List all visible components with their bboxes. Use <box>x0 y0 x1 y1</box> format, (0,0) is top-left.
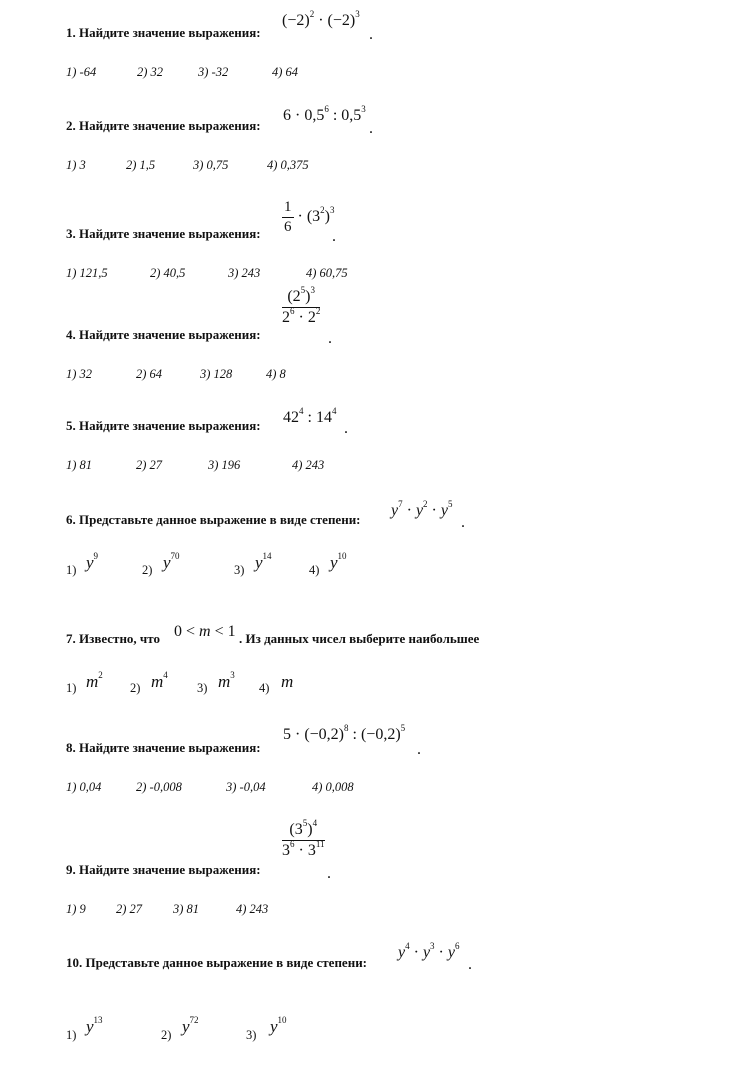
question-2-text: 2. Найдите значение выражения: <box>66 118 261 133</box>
question-9-text: 9. Найдите значение выражения: <box>66 862 261 877</box>
q5-answer-1[interactable]: 1) 81 <box>66 458 93 472</box>
question-5-text: 5. Найдите значение выражения: <box>66 418 261 433</box>
q1-answer-3[interactable]: 3) -32 <box>198 65 229 79</box>
question-7-condition: 0 < m < 1 <box>174 623 236 640</box>
period: . <box>327 865 331 882</box>
q2-answer-3[interactable]: 3) 0,75 <box>193 158 229 172</box>
q3-answer-2[interactable]: 2) 40,5 <box>150 266 186 280</box>
period: . <box>332 228 336 245</box>
q10-answer-1-value[interactable]: $y^{13}$ <box>86 1015 103 1036</box>
q7-answer-4-value[interactable]: m <box>281 672 294 691</box>
q10-answer-2[interactable]: 2) <box>161 1028 172 1042</box>
q1-answer-1[interactable]: 1) -64 <box>66 65 97 79</box>
q9-answer-2[interactable]: 2) 27 <box>116 902 143 916</box>
q2-answer-1[interactable]: 1) 3 <box>66 158 86 172</box>
period: . <box>461 514 465 531</box>
question-6-formula: $y^7 \cdot y^2 \cdot y^5$ <box>391 499 453 519</box>
question-4-text: 4. Найдите значение выражения: <box>66 327 261 342</box>
q7-answer-4[interactable]: 4) <box>259 681 270 695</box>
q6-answer-2[interactable]: 2) <box>142 563 153 577</box>
q4-answer-1[interactable]: 1) 32 <box>66 367 93 381</box>
period: . <box>417 741 421 758</box>
q3-answer-1[interactable]: 1) 121,5 <box>66 266 108 280</box>
question-2-formula: $6 \cdot 0,5^6$ : $0,5^3$ <box>283 104 366 124</box>
q1-answer-4[interactable]: 4) 64 <box>272 65 299 79</box>
q8-answer-3[interactable]: 3) -0,04 <box>226 780 266 794</box>
question-4-formula: $\frac{(2^5)^3}{2^6 \cdot 2^2}$ <box>282 285 321 326</box>
q5-answer-4[interactable]: 4) 243 <box>292 458 325 472</box>
q10-answer-3[interactable]: 3) <box>246 1028 257 1042</box>
q2-answer-2[interactable]: 2) 1,5 <box>126 158 156 172</box>
period: . <box>328 330 332 347</box>
q10-answer-2-value[interactable]: $y^{72}$ <box>182 1015 199 1036</box>
period: . <box>468 956 472 973</box>
question-7-text: 7. Известно, что <box>66 631 160 646</box>
q3-answer-3[interactable]: 3) 243 <box>228 266 261 280</box>
q6-answer-4-value[interactable]: $y^{10}$ <box>330 551 347 572</box>
q10-answer-1[interactable]: 1) <box>66 1028 77 1042</box>
q6-answer-1-value[interactable]: $y^9$ <box>86 551 99 572</box>
period: . <box>344 420 348 437</box>
q8-answer-1[interactable]: 1) 0,04 <box>66 780 102 794</box>
period: . <box>369 120 373 137</box>
question-5-formula: $42^4$ : $14^4$ <box>283 406 337 426</box>
q7-answer-2-value[interactable]: $m^4$ <box>151 670 168 691</box>
question-7-text-continued: . Из данных чисел выберите наибольшее <box>239 631 480 646</box>
question-8-formula: $5 \cdot (-0,2)^8$ : $(-0,2)^5$ <box>283 723 406 743</box>
q9-answer-1[interactable]: 1) 9 <box>66 902 86 916</box>
q8-answer-4[interactable]: 4) 0,008 <box>312 780 354 794</box>
q6-answer-3-value[interactable]: $y^{14}$ <box>255 551 272 572</box>
q6-answer-4[interactable]: 4) <box>309 563 320 577</box>
q4-answer-2[interactable]: 2) 64 <box>136 367 163 381</box>
q9-answer-4[interactable]: 4) 243 <box>236 902 269 916</box>
question-9-formula: $\frac{(3^5)^4}{3^6 \cdot 3^{11}}$ <box>282 818 325 859</box>
question-3-formula: $\frac{1}{6}$ · $(3^2)^3$ <box>284 199 335 235</box>
q10-answer-3-value[interactable]: $y^{10}$ <box>270 1015 287 1036</box>
q2-answer-4[interactable]: 4) 0,375 <box>267 158 309 172</box>
period: . <box>369 26 373 43</box>
q7-answer-1[interactable]: 1) <box>66 681 77 695</box>
q4-answer-4[interactable]: 4) 8 <box>266 367 286 381</box>
q7-answer-2[interactable]: 2) <box>130 681 141 695</box>
q6-answer-3[interactable]: 3) <box>234 563 245 577</box>
q6-answer-1[interactable]: 1) <box>66 563 77 577</box>
q8-answer-2[interactable]: 2) -0,008 <box>136 780 182 794</box>
question-10-formula: $y^4 \cdot y^3 \cdot y^6$ <box>398 941 460 961</box>
q6-answer-2-value[interactable]: $y^{70}$ <box>163 551 180 572</box>
q3-answer-4[interactable]: 4) 60,75 <box>306 266 348 280</box>
q7-answer-1-value[interactable]: $m^2$ <box>86 670 103 691</box>
q1-answer-2[interactable]: 2) 32 <box>137 65 164 79</box>
question-1-formula: $(-2)^2 \cdot (-2)^3$ <box>282 9 360 29</box>
q9-answer-3[interactable]: 3) 81 <box>173 902 200 916</box>
question-10-text: 10. Представьте данное выражение в виде степени: <box>66 955 368 970</box>
question-6-text: 6. Представьте данное выражение в виде степени: <box>66 512 361 527</box>
q4-answer-3[interactable]: 3) 128 <box>200 367 233 381</box>
question-1-text: 1. Найдите значение выражения: <box>66 25 261 40</box>
q5-answer-2[interactable]: 2) 27 <box>136 458 163 472</box>
q7-answer-3-value[interactable]: $m^3$ <box>218 670 235 691</box>
q7-answer-3[interactable]: 3) <box>197 681 208 695</box>
question-8-text: 8. Найдите значение выражения: <box>66 740 261 755</box>
question-3-text: 3. Найдите значение выражения: <box>66 226 261 241</box>
q5-answer-3[interactable]: 3) 196 <box>208 458 241 472</box>
